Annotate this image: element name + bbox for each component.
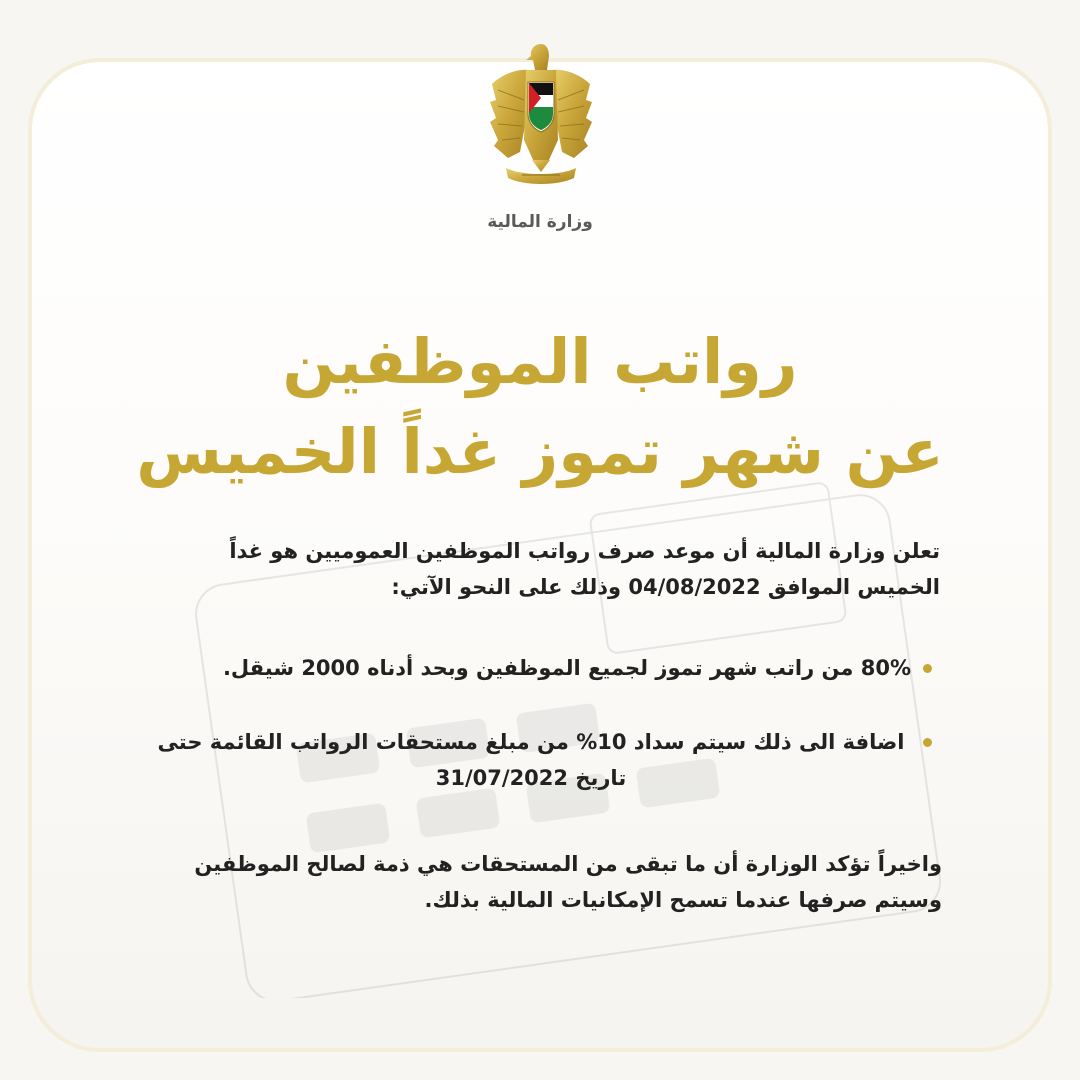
announcement-closing: واخيراً تؤكد الوزارة أن ما تبقى من المستحقات هي ذمة لصالح الموظفين وسيتم صرفها عندما تسمح الإمكانيات المالية بذلك. <box>194 852 942 912</box>
bullet-dot-icon <box>923 738 932 747</box>
headline-line-1: رواتب الموظفين <box>282 325 798 398</box>
bullet-dot-icon <box>923 664 932 673</box>
bullet-text: 80% من راتب شهر تموز لجميع الموظفين وبحد أدناه 2000 شيقل. <box>222 656 911 680</box>
palestine-eagle-emblem-icon <box>486 40 596 190</box>
bullet-item-2 <box>132 724 932 796</box>
bullet-text: اضافة الى ذلك سيتم سداد 10% من مبلغ مستحقات الرواتب القائمة حتى تاريخ 31/07/2022 <box>157 730 905 790</box>
ministry-name: وزارة المالية <box>487 212 593 232</box>
bullet-item-1 <box>132 650 932 686</box>
headline-line-2: عن شهر تموز غداً الخميس <box>136 415 944 488</box>
announcement-intro: تعلن وزارة المالية أن موعد صرف رواتب الموظفين العموميين هو غداً الخميس الموافق 04/08/2022 وذلك على النحو الآتي: <box>229 539 940 599</box>
